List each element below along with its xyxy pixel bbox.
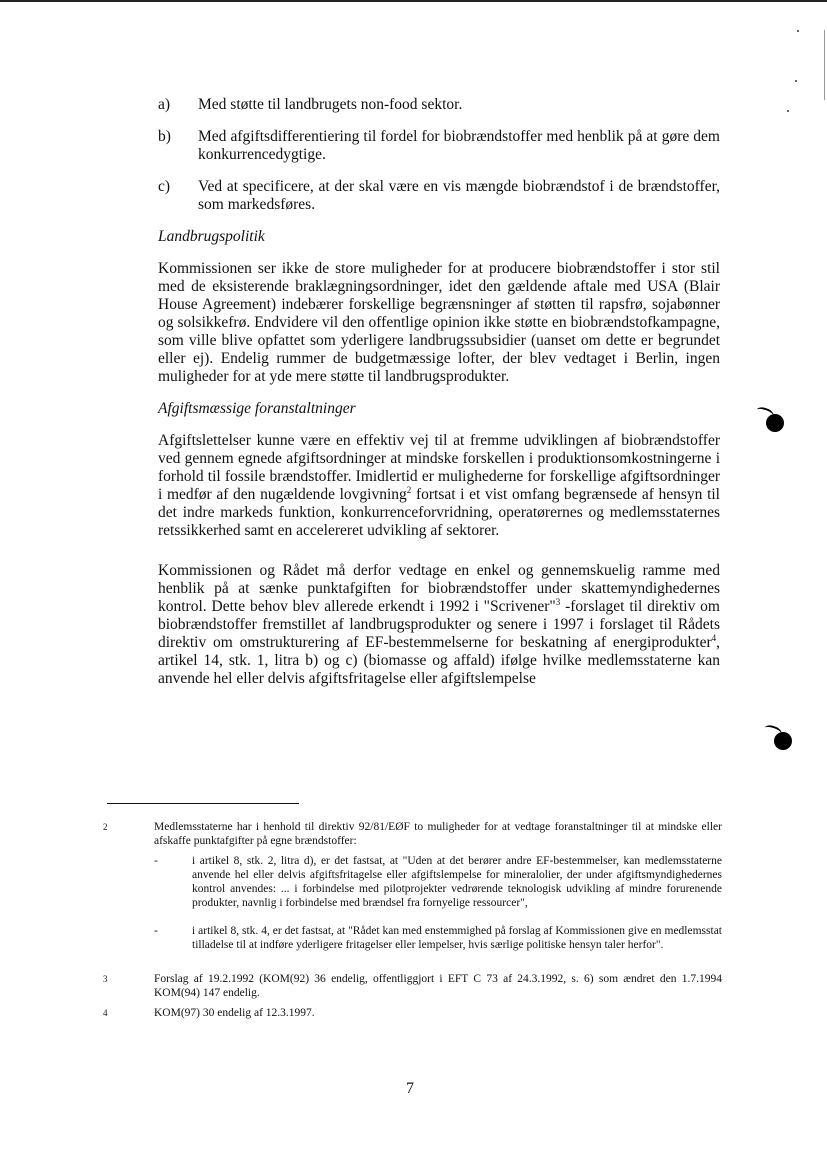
bullet-dash: - (154, 925, 158, 937)
footnote-3 (100, 972, 722, 1000)
scan-right-edge (824, 30, 825, 100)
scan-top-border (0, 0, 827, 2)
footnote-text: Forslag af 19.2.1992 (KOM(92) 36 endelig, offentliggjort i EFT C 73 af 24.3.1992, s. 6) som ændret den 1.7.1994 KOM(94) 147 endelig. (154, 973, 722, 999)
paragraph-landbrugspolitik: Kommissionen ser ikke de store muligheder for at producere biobrændstoffer i stor stil med de eksisterende braklægningsordninger, idet den gældende aftale med USA (Blair House Agreement) indebærer forskellige begrænsninger af støtten til rapsfrø, sojabønner og solsikkefrø. Endvidere vil den offentlige opinion ikke støtte en biobrændstofkampagne, som ville blive opfattet som yderligere landbrugssubsidier (uanset om dette er begrundet eller ej). Endelig rummer de budgetmæssige lofter, der blev vedtaget i Berlin, ingen muligheder for at yde mere støtte til landbrugsprodukter. (158, 260, 720, 385)
list-item-c (158, 178, 720, 214)
footnote-subitem (154, 924, 722, 952)
list-item-a (158, 96, 720, 114)
paragraph-afgift-2 (158, 562, 720, 688)
list-item-b (158, 128, 720, 164)
footnote-ref-2[interactable]: 2 (406, 484, 412, 495)
bullet-dash: - (154, 855, 158, 867)
section-heading-afgift: Afgiftsmæssige foranstaltninger (158, 400, 356, 417)
scan-speck (787, 110, 789, 112)
text-run: fortsat i et vist omfang begrænsede af hensyn til det indre markeds funktion, konkurrenceforvridning, operatørernes og medlemsstaternes retssikkerhed samt en accelereret udvikling af sektorer. (158, 486, 720, 539)
margin-arrow-icon (766, 414, 784, 432)
paragraph-afgift-1 (158, 432, 720, 540)
section-heading-landbrugspolitik: Landbrugspolitik (158, 228, 265, 245)
page-number: 7 (406, 1080, 414, 1097)
list-letter: a) (158, 96, 171, 113)
list-letter: c) (158, 178, 171, 195)
text-run: Kommissionen og Rådet må derfor vedtage en enkel og gennemskuelig ramme med henblik på at sænke punktafgiften for biobrændstoffer under skattemyndighedernes kontrol. Dette behov blev allerede erkendt i 1992 i "Scrivener" (158, 562, 720, 615)
scan-speck (795, 80, 797, 82)
list-letter: b) (158, 128, 171, 145)
margin-arrow-icon (774, 732, 792, 750)
footnote-ref-3[interactable]: 3 (555, 596, 561, 607)
scan-speck (797, 30, 799, 32)
footnote-number: 2 (103, 822, 108, 832)
footnote-ref-4[interactable]: 4 (711, 632, 717, 643)
footnote-2 (100, 820, 722, 966)
subitem-text: i artikel 8, stk. 2, litra d), er det fastsat, at "Uden at det berører andre EF-bestemmelser, kan medlemsstaterne anvende hel eller delvis afgiftsfritagelse eller afgiftslempelse for mineralolier, der under afgiftsmyndighedernes kontrol anvendes: ... i forbindelse med pilotprojekter vedrørende teknologisk udvikling af mindre forurenende produkter, navnlig i forbindelse med brændsel fra fornyelige ressourcer", (192, 855, 722, 909)
document-body (158, 96, 720, 702)
text-run: Afgiftslettelser kunne være en effektiv vej til at fremme udviklingen af biobrændstoffer ved gennem egnede afgiftsordninger at mindske forskellen i produktionsomkostningerne i forhold til fossile brændstoffer. Imidlertid er mulighederne for forskellige afgiftsordninger i medfør af den nugældende lovgivning (158, 432, 720, 503)
footnote-text (154, 820, 722, 966)
text-run: -forslaget til direktiv om biobrændstoffer fremstillet af landbrugsprodukter og senere i 1997 i forslaget til Rådets direktiv om omstrukturering af EF-bestemmelserne for beskatning af energiprodukter (158, 598, 720, 651)
footnote-intro: Medlemsstaterne har i henhold til direktiv 92/81/EØF to muligheder for at vedtage foranstaltninger til at mindske eller afskaffe punktafgifter på egne brændstoffer: (154, 821, 722, 847)
footnotes (100, 820, 722, 1026)
footnote-4 (100, 1006, 722, 1020)
list-text: Med støtte til landbrugets non-food sektor. (198, 96, 463, 113)
footnote-text: KOM(97) 30 endelig af 12.3.1997. (154, 1007, 315, 1019)
text-run: , artikel 14, stk. 1, litra b) og c) (biomasse og affald) ifølge hvilke medlemsstaterne kan anvende hel eller delvis afgiftsfritagelse eller afgiftslempelse (158, 634, 720, 687)
list-text: Med afgiftsdifferentiering til fordel for biobrændstoffer med henblik på at gøre dem konkurrencedygtige. (198, 128, 720, 163)
footnote-number: 4 (103, 1008, 108, 1018)
subitem-text: i artikel 8, stk. 4, er det fastsat, at "Rådet kan med enstemmighed på forslag af Kommissionen give en medlemsstat tilladelse til at indføre yderligere fritagelser eller lempelser, hvis særlige politiske hensyn taler herfor". (192, 925, 722, 951)
list-text: Ved at specificere, at der skal være en vis mængde biobrændstof i de brændstoffer, som markedsføres. (198, 178, 720, 213)
footnote-subitem (154, 854, 722, 910)
footnote-number: 3 (103, 974, 108, 984)
footnote-separator (107, 803, 299, 804)
